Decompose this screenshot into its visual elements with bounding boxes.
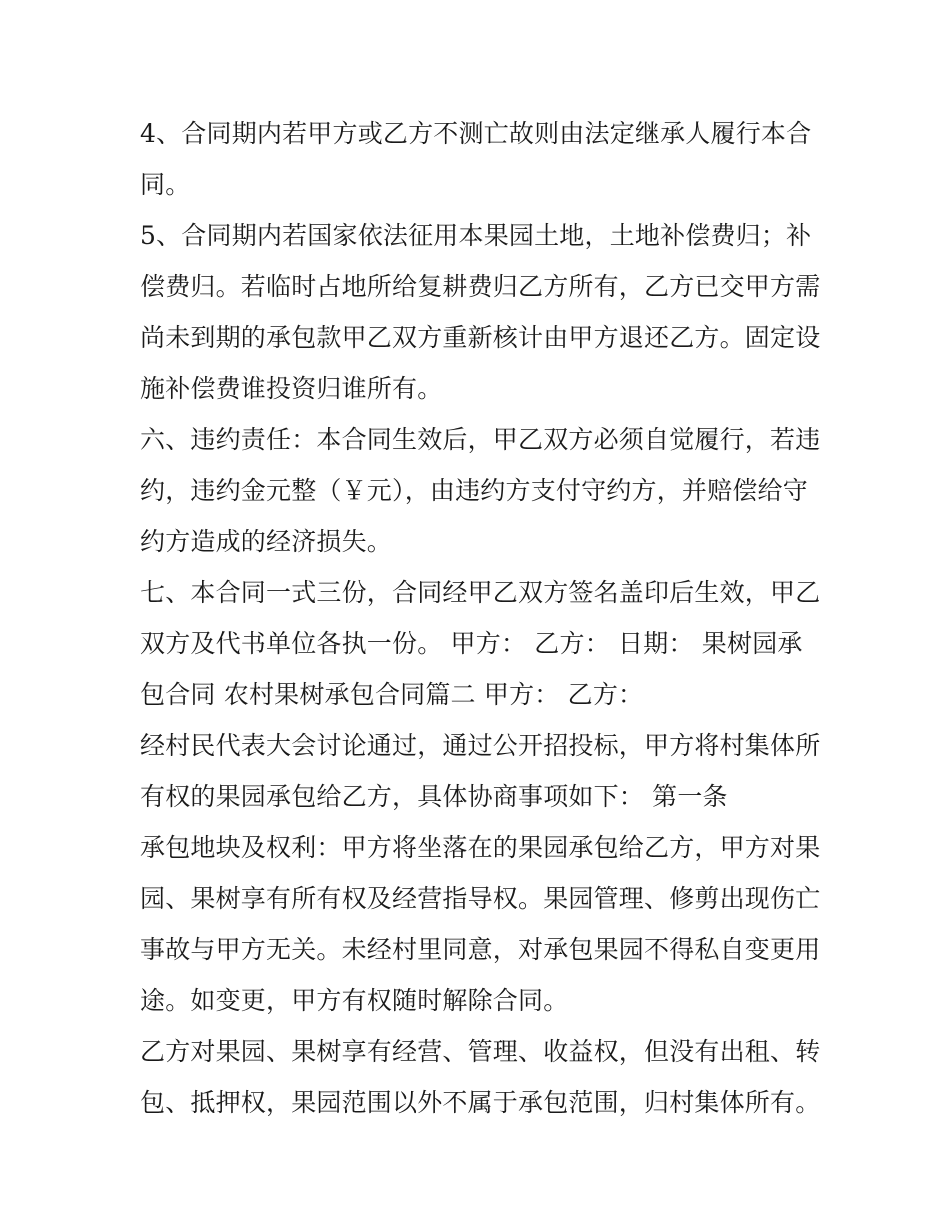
document-body bbox=[140, 108, 830, 1128]
text-line: 包、抵押权，果园范围以外不属于承包范围，归村集体所有。 bbox=[140, 1088, 821, 1117]
text-line: 乙方对果园、果树享有经营、管理、收益权，但没有出租、转 bbox=[140, 1037, 821, 1066]
text-line: 六、违约责任：本合同生效后，甲乙双方必须自觉履行，若违 bbox=[140, 425, 821, 454]
text-line: 双方及代书单位各执一份。 甲方： 乙方： 日期： 果树园承 bbox=[140, 629, 803, 658]
text-line: 经村民代表大会讨论通过，通过公开招投标，甲方将村集体所 bbox=[140, 731, 821, 760]
text-line: 约方造成的经济损失。 bbox=[140, 527, 393, 556]
text-line: 同。 bbox=[140, 170, 191, 199]
text-line: 承包地块及权利：甲方将坐落在的果园承包给乙方，甲方对果 bbox=[140, 833, 821, 862]
text-line: 尚未到期的承包款甲乙双方重新核计由甲方退还乙方。固定设 bbox=[140, 323, 821, 352]
text-line: 七、本合同一式三份，合同经甲乙双方签名盖印后生效，甲乙 bbox=[140, 578, 821, 607]
text-line: 包合同 农村果树承包合同篇二 甲方： 乙方： bbox=[140, 680, 644, 709]
text-line: 途。如变更，甲方有权随时解除合同。 bbox=[140, 986, 569, 1015]
text-line: 事故与甲方无关。未经村里同意，对承包果园不得私自变更用 bbox=[140, 935, 821, 964]
text-line: 约，违约金元整（￥元），由违约方支付守约方，并赔偿给守 bbox=[140, 476, 808, 505]
text-line: 有权的果园承包给乙方，具体协商事项如下： 第一条 bbox=[140, 782, 728, 811]
text-line: 园、果树享有所有权及经营指导权。果园管理、修剪出现伤亡 bbox=[140, 884, 821, 913]
text-line: 4、合同期内若甲方或乙方不测亡故则由法定继承人履行本合 bbox=[140, 119, 812, 148]
text-line: 施补偿费谁投资归谁所有。 bbox=[140, 374, 443, 403]
text-line: 偿费归。若临时占地所给复耕费归乙方所有，乙方已交甲方需 bbox=[140, 272, 821, 301]
text-line: 5、合同期内若国家依法征用本果园土地，土地补偿费归；补 bbox=[140, 221, 812, 250]
